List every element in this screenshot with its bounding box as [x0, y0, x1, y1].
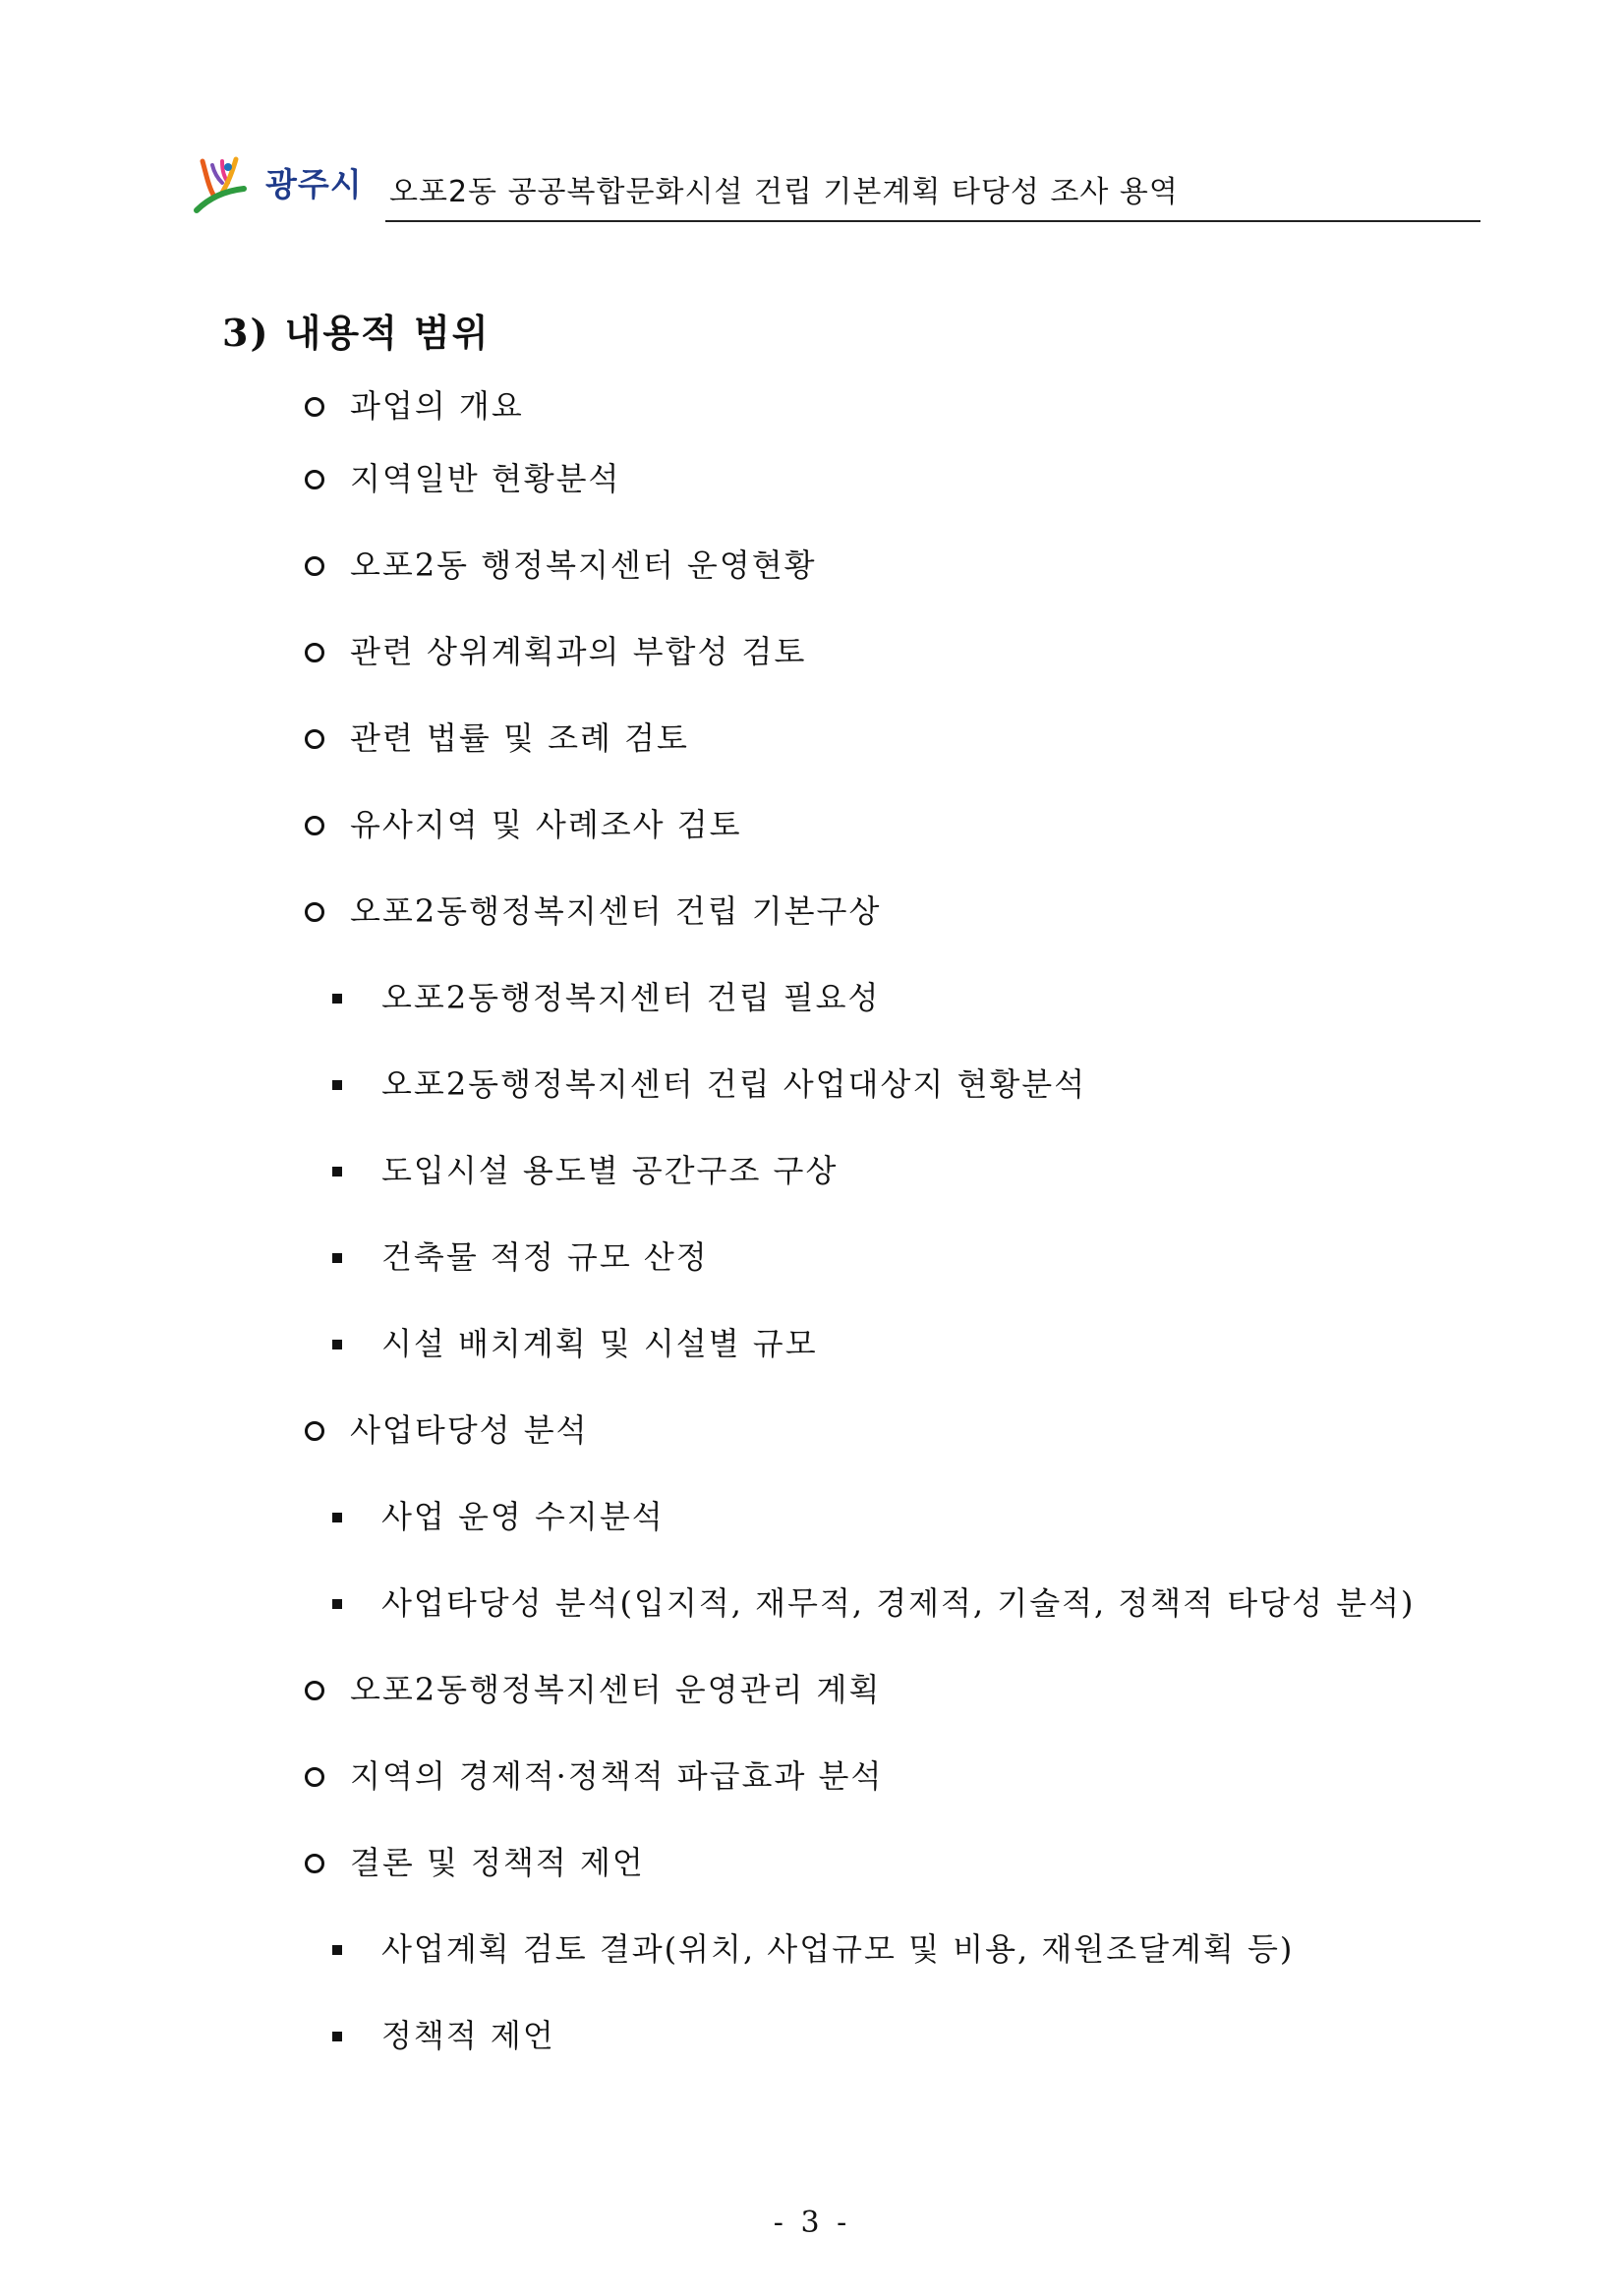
list-item-text: 과업의 개요: [350, 387, 524, 425]
list-item-text: 도입시설 용도별 공간구조 구상: [381, 1152, 839, 1189]
square-bullet-icon: [332, 2032, 342, 2041]
list-item: [305, 459, 620, 498]
list-item: [305, 1670, 881, 1709]
list-item-text: 오포2동행정복지센터 운영관리 계획: [350, 1671, 882, 1708]
list-item-text: 사업 운영 수지분석: [381, 1498, 665, 1535]
square-bullet-icon: [332, 994, 342, 1004]
sub-list-item: [305, 1064, 1086, 1104]
list-item-text: 관련 법률 및 조례 검토: [350, 719, 689, 757]
circle-bullet-icon: [305, 816, 324, 835]
gwangju-logo: [193, 149, 379, 218]
list-item-text: 관련 상위계획과의 부합성 검토: [350, 633, 807, 670]
circle-bullet-icon: [305, 1681, 324, 1700]
sub-list-item: [305, 2016, 555, 2055]
circle-bullet-icon: [305, 902, 324, 922]
circle-bullet-icon: [305, 1421, 324, 1441]
square-bullet-icon: [332, 1080, 342, 1090]
square-bullet-icon: [332, 1253, 342, 1263]
sub-list-item: [305, 1583, 1416, 1623]
square-bullet-icon: [332, 1167, 342, 1177]
list-item: [305, 891, 881, 931]
circle-bullet-icon: [305, 1854, 324, 1873]
circle-bullet-icon: [305, 397, 324, 417]
list-item-text: 지역의 경제적·정책적 파급효과 분석: [350, 1757, 884, 1795]
sub-list-item: [305, 1151, 838, 1190]
sub-list-item: [305, 1497, 665, 1536]
square-bullet-icon: [332, 1945, 342, 1955]
header-title: 오포2동 공공복합문화시설 건립 기본계획 타당성 조사 용역: [389, 175, 1179, 209]
sub-list-item: [305, 1324, 818, 1363]
page-number: - 3 -: [773, 2206, 851, 2240]
list-item: [305, 386, 524, 426]
list-item-text: 지역일반 현황분석: [350, 460, 621, 497]
list-item-text: 사업타당성 분석(입지적, 재무적, 경제적, 기술적, 정책적 타당성 분석): [381, 1584, 1416, 1622]
list-item-text: 시설 배치계획 및 시설별 규모: [381, 1325, 818, 1362]
circle-bullet-icon: [305, 643, 324, 662]
logo-text: 광주시: [265, 165, 363, 203]
list-item: [305, 805, 742, 844]
list-item-text: 오포2동행정복지센터 건립 필요성: [381, 979, 881, 1016]
sub-list-item: [305, 978, 880, 1017]
list-item: [305, 1410, 589, 1450]
gwangju-emblem-icon: [193, 153, 256, 216]
list-item-text: 오포2동행정복지센터 건립 사업대상지 현황분석: [381, 1065, 1087, 1103]
list-item: [305, 1843, 645, 1882]
square-bullet-icon: [332, 1599, 342, 1609]
circle-bullet-icon: [305, 470, 324, 489]
list-item: [305, 1756, 883, 1796]
sub-list-item: [305, 1237, 709, 1277]
list-item: [305, 545, 817, 585]
list-item-text: 정책적 제언: [381, 2017, 555, 2054]
square-bullet-icon: [332, 1513, 342, 1522]
list-item-text: 유사지역 및 사례조사 검토: [350, 806, 742, 843]
sub-list-item: [305, 1929, 1294, 1969]
list-item-text: 사업계획 검토 결과(위치, 사업규모 및 비용, 재원조달계획 등): [381, 1930, 1295, 1968]
list-item: [305, 718, 689, 758]
list-item-text: 결론 및 정책적 제언: [350, 1844, 645, 1881]
list-item-text: 오포2동 행정복지센터 운영현황: [350, 546, 817, 584]
list-item: [305, 632, 806, 671]
circle-bullet-icon: [305, 556, 324, 576]
square-bullet-icon: [332, 1340, 342, 1349]
circle-bullet-icon: [305, 729, 324, 749]
circle-bullet-icon: [305, 1767, 324, 1787]
page-header: [193, 149, 1480, 228]
list-item-text: 사업타당성 분석: [350, 1411, 589, 1449]
header-divider: [385, 220, 1480, 222]
list-item-text: 오포2동행정복지센터 건립 기본구상: [350, 892, 882, 930]
section-heading: 3) 내용적 범위: [222, 311, 491, 355]
list-item-text: 건축물 적정 규모 산정: [381, 1238, 709, 1276]
